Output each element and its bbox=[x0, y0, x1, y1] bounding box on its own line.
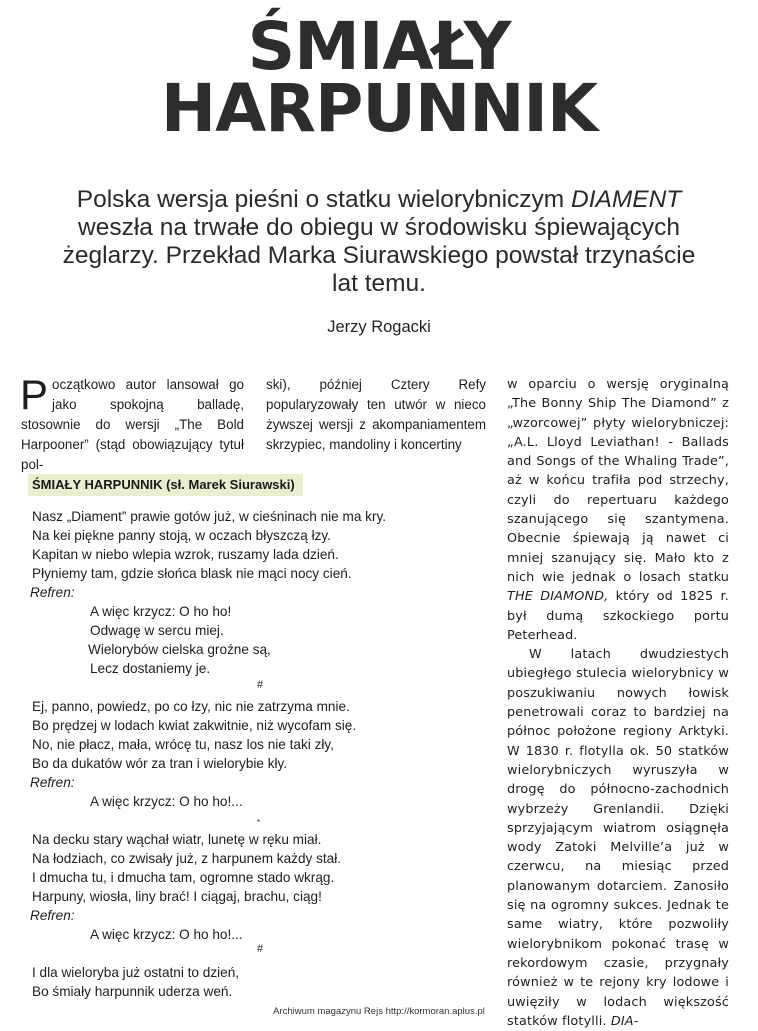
verse-separator: # bbox=[257, 679, 264, 691]
song-lyrics bbox=[32, 507, 492, 1001]
verse-1-line: Kapitan w niebo wlepia wzrok, ruszamy lada dzień. bbox=[32, 547, 339, 562]
archive-footer: Archiwum magazynu Rejs http://kormoran.aplus.pl bbox=[273, 1006, 485, 1017]
verse-1-line: Nasz „Diament” prawie gotów już, w cieśninach nie ma kry. bbox=[32, 509, 387, 524]
verse-3-line: Na decku stary wąchał wiatr, lunetę w ręku miał. bbox=[32, 832, 322, 847]
drop-cap: P bbox=[20, 371, 49, 418]
title-line-2: HARPUNNIK bbox=[160, 70, 598, 147]
refrain-line: Wielorybów cielska groźne są, bbox=[88, 642, 271, 657]
lead-italic-ship: DIAMENT bbox=[571, 186, 682, 213]
column-3-text-1b: który od 1825 r. był dumą szkockiego portu Peterhead. bbox=[507, 589, 730, 643]
verse-2-line: Bo da dukatów wór za tran i wielorybie kły. bbox=[32, 756, 288, 771]
column-1-text: oczątkowo autor lansował go jako spokojną balladę, stosownie do wersji „The Bold Harpooner” (stąd obowiązujący tytuł pol- bbox=[21, 377, 244, 472]
verse-2-line: No, nie płacz, mała, wrócę tu, nasz los nie taki zły, bbox=[32, 737, 334, 752]
refrain-line: Lecz dostaniemy je. bbox=[90, 661, 211, 676]
refrain-short: A więc krzycz: O ho ho!... bbox=[90, 927, 243, 942]
refrain-line: Odwagę w sercu miej. bbox=[90, 623, 224, 638]
lead-text-2: weszła na trwałe do obiegu w środowisku śpiewających żeglarzy. Przekład Marka Siurawskiego powstał trzynaście lat temu. bbox=[62, 214, 696, 297]
verse-3-line: Harpuny, wiosła, liny brać! I ciągaj, brachu, ciąg! bbox=[32, 889, 322, 904]
song-title-box: ŚMIAŁY HARPUNNIK (sł. Marek Siurawski) bbox=[28, 474, 303, 496]
lead-text-1: Polska wersja pieśni o statku wielorybniczym bbox=[76, 186, 565, 213]
author-byline: Jerzy Rogacki bbox=[327, 318, 431, 336]
column-1 bbox=[20, 371, 244, 475]
verse-3-line: Na łodziach, co zwisały już, z harpunem każdy stał. bbox=[32, 851, 342, 866]
column-3-text-2a: W latach dwudziestych ubiegłego stulecia wielorybnicy w poszukiwaniu nowych łowisk penetrowali coraz to bardziej na północ położone regiony Arktyki. W 1830 r. flotylla ok. 50 statków wielorybniczych wyruszyła w drogę do północno-zachodnich wybrzeży Grenlandii. Dzięki sprzyjającym wiatrom osiągnęła wody Zatoki Melville’a już w czerwcu, na miesiąc przed planowanym dotarciem. Zanosiło się na ogromny sukces. Jednak te same wiatry, które pozwoliły wielorybnikom pokonać trasę w rekordowym czasie, przygnały również w te rejony kry lodowe i uwięziły w lodach większość statków flotylli. bbox=[507, 647, 729, 1029]
column-2-text: ski), później Cztery Refy popularyzowały ten utwór w nieco żywszej wersji z akompaniamentem skrzypiec, mandoliny i koncertiny bbox=[266, 377, 486, 452]
verse-2-line: Bo prędzej w lodach kwiat zakwitnie, niż wycofam się. bbox=[32, 718, 357, 733]
refrain-label: Refren: bbox=[30, 585, 75, 600]
column-3 bbox=[507, 375, 729, 1031]
verse-1-line: Na kei piękne panny stoją, w oczach błyszczą łzy. bbox=[32, 528, 331, 543]
verse-2-line: Ej, panno, powiedz, po co łzy, nic nie zatrzyma mnie. bbox=[32, 699, 350, 714]
column-3-italic-ship: THE DIAMOND, bbox=[507, 589, 609, 605]
lead-paragraph bbox=[60, 186, 698, 298]
refrain-short: A więc krzycz: O ho ho!... bbox=[90, 794, 243, 809]
verse-3-line: I dmucha tu, i dmucha tam, ogromne stado wkrąg. bbox=[32, 870, 335, 885]
verse-4-line: I dla wieloryba już ostatni to dzień, bbox=[32, 965, 240, 980]
column-3-text-1a: w oparciu o wersję oryginalną „The Bonny Ship The Diamond” z „wzorcowej” płyty wielorybniczej: „A.L. Lloyd Leviathan! - Ballads and Songs of the Whaling Trade”, aż w końcu trafiła pod strzechy, czyli do repertuaru każdego szanującego się szantymena. Obecnie śpiewają ją nawet ci mniej szanujący się. Mało kto z nich wie jednak o losach statku bbox=[507, 377, 729, 585]
column-2 bbox=[266, 375, 486, 455]
column-3-italic-end: DIA- bbox=[610, 1013, 639, 1029]
verse-separator: * bbox=[257, 818, 261, 827]
verse-4-line: Bo śmiały harpunnik uderza weń. bbox=[32, 984, 233, 999]
refrain-label: Refren: bbox=[30, 908, 75, 923]
verse-1-line: Płyniemy tam, gdzie słońca blask nie mąci nocy cień. bbox=[32, 566, 352, 581]
column-3-paragraph-2 bbox=[507, 645, 729, 1031]
column-3-paragraph-1 bbox=[507, 375, 729, 645]
title-line-1: ŚMIAŁY bbox=[247, 8, 511, 85]
article-title bbox=[0, 8, 758, 147]
refrain-label: Refren: bbox=[30, 775, 75, 790]
verse-separator: # bbox=[257, 943, 264, 955]
refrain-line: A więc krzycz: O ho ho! bbox=[90, 604, 232, 619]
